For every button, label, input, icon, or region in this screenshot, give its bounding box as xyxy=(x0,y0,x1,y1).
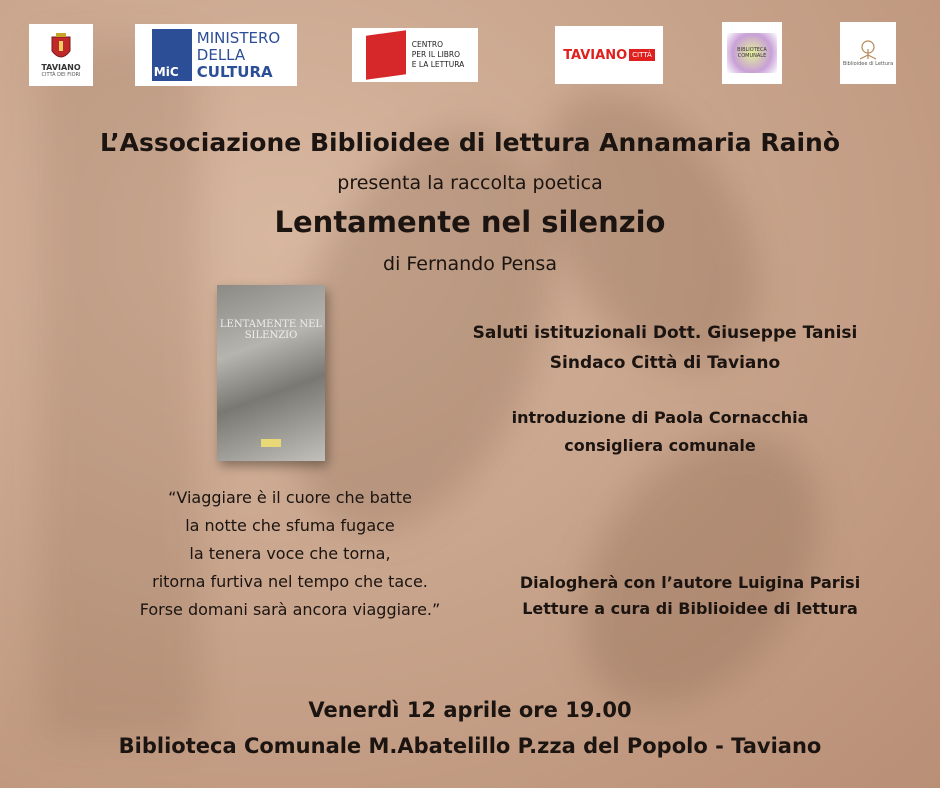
taviano-crest-logo xyxy=(29,24,93,86)
taviano-citta-logo xyxy=(555,26,663,84)
presents-text: presenta la raccolta poetica xyxy=(337,172,603,194)
intro-line-2: consigliera comunale xyxy=(564,436,756,455)
crest-icon xyxy=(50,33,72,63)
author-line: di Fernando Pensa xyxy=(383,253,557,275)
greetings-line-2: Sindaco Città di Taviano xyxy=(549,353,781,373)
quote-line-1: “Viaggiare è il cuore che batte xyxy=(168,488,412,507)
poem-quote xyxy=(85,484,495,624)
taviano-citta-text: TAVIANO xyxy=(563,47,628,63)
biblioidee-logo xyxy=(840,22,896,84)
intro-line-1: introduzione di Paola Cornacchia xyxy=(511,408,809,427)
quote-line-2: la notte che sfuma fugace xyxy=(185,516,395,535)
mic-line-3: CULTURA xyxy=(196,62,273,81)
quote-line-4: ritorna furtiva nel tempo che tace. xyxy=(152,572,428,591)
dialogue-line-2: Letture a cura di Biblioidee di lettura xyxy=(522,599,858,618)
cepell-line-2: PER IL LIBRO xyxy=(411,50,461,59)
cepell-book-icon xyxy=(366,30,406,80)
intro-block xyxy=(470,404,850,460)
mic-logo xyxy=(135,24,297,86)
cepell-text xyxy=(412,40,464,70)
mic-abbr: MiC xyxy=(153,65,179,79)
mic-line-1: MINISTERO xyxy=(196,28,281,47)
greetings-block xyxy=(440,318,890,378)
biblioidee-text: Biblioidee di Lettura xyxy=(842,61,894,67)
cepell-line-1: CENTRO xyxy=(411,40,444,49)
book-title: Lentamente nel silenzio xyxy=(274,205,666,239)
event-date-time: Venerdì 12 aprile ore 19.00 xyxy=(308,698,632,722)
taviano-crest-caption: TAVIANO xyxy=(41,62,81,72)
mic-line-2: DELLA xyxy=(196,45,246,64)
mic-text xyxy=(197,30,280,81)
greetings-line-1: Saluti istituzionali Dott. Giuseppe Tanisi xyxy=(472,323,858,343)
organizer-heading: L’Associazione Biblioidee di lettura Annamaria Rainò xyxy=(99,128,841,157)
book-cover-image xyxy=(217,285,325,461)
taviano-crest-subcaption: CITTÀ DEI FIORI xyxy=(41,71,81,78)
mic-emblem xyxy=(152,29,192,81)
taviano-citta-badge: CITTÀ xyxy=(629,49,655,61)
cepell-logo xyxy=(352,28,478,82)
biblioteca-comunale-logo xyxy=(722,22,782,84)
tree-icon xyxy=(857,39,879,61)
biblioteca-comunale-text: BIBLIOTECA COMUNALE xyxy=(727,33,777,73)
publisher-mark xyxy=(261,439,281,447)
quote-line-3: la tenera voce che torna, xyxy=(189,544,391,563)
dialogue-block xyxy=(470,570,910,622)
quote-line-5: Forse domani sarà ancora viaggiare.” xyxy=(139,600,441,619)
cepell-line-3: E LA LETTURA xyxy=(411,60,465,69)
event-venue: Biblioteca Comunale M.Abatelillo P.zza del Popolo - Taviano xyxy=(118,734,822,758)
dialogue-line-1: Dialogherà con l’autore Luigina Parisi xyxy=(519,573,861,592)
book-cover-title: LENTAMENTE NEL SILENZIO xyxy=(219,319,323,341)
